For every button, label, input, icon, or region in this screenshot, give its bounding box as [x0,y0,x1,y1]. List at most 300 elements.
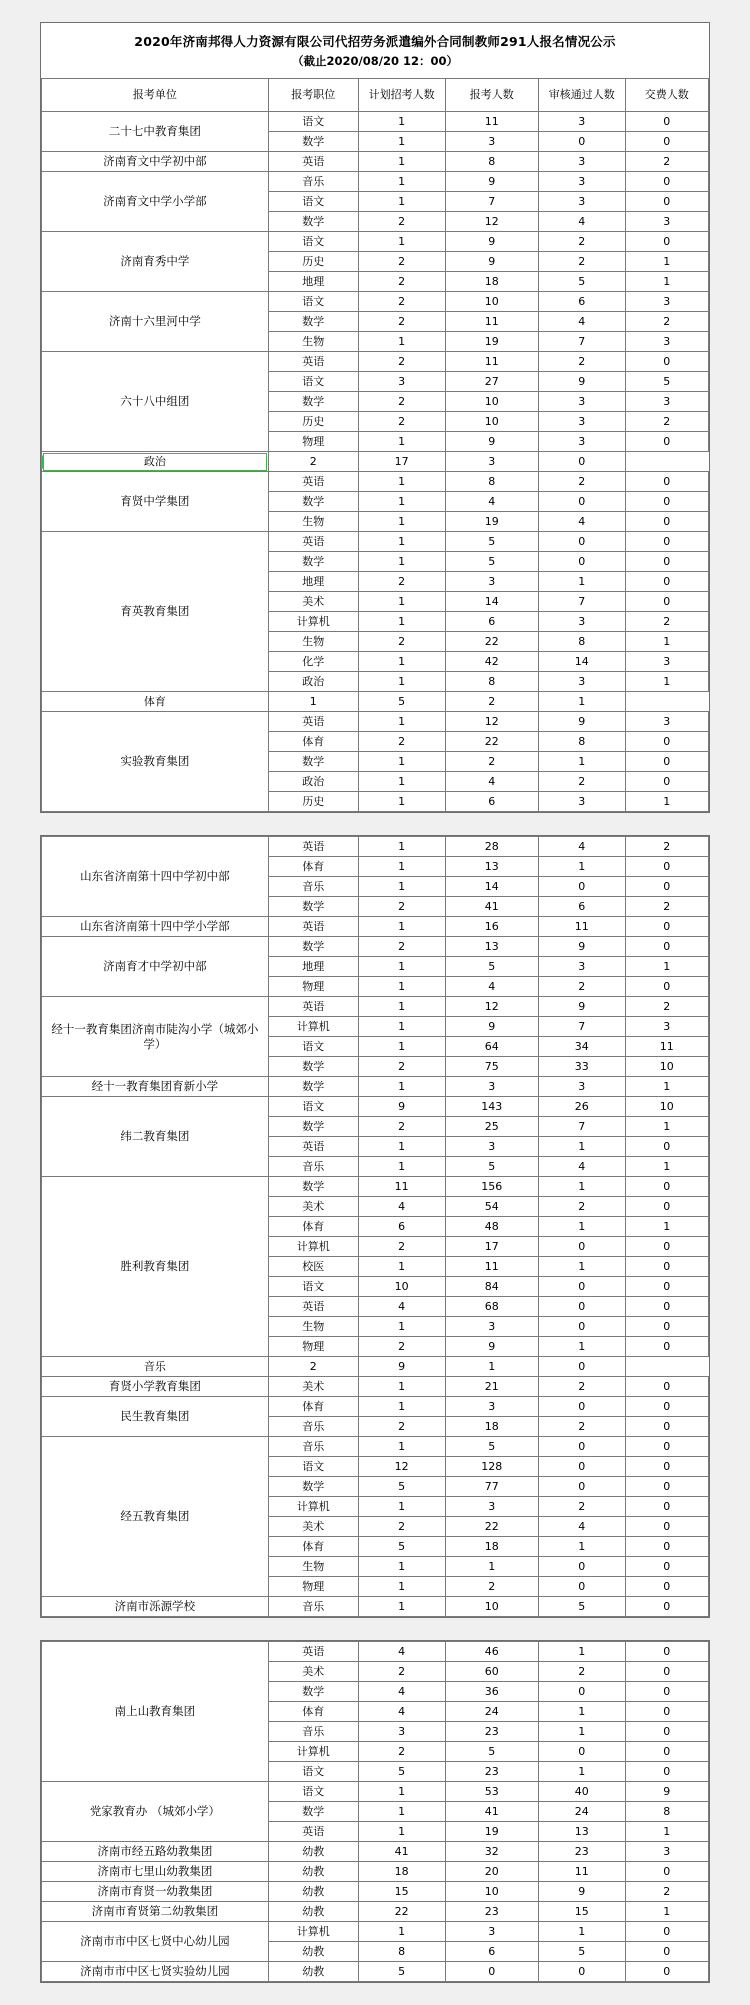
cell-post: 音乐 [268,1597,358,1617]
cell-fee: 2 [625,997,708,1017]
cell-plan: 2 [358,1057,445,1077]
registration-table-3 [41,1641,709,1982]
cell-apply: 22 [445,732,538,752]
cell-fee: 0 [625,1337,708,1357]
cell-plan: 1 [358,772,445,792]
cell-fee: 1 [625,792,708,812]
cell-plan: 1 [358,332,445,352]
cell-post: 语文 [268,1037,358,1057]
cell-apply: 5 [445,1437,538,1457]
cell-apply: 19 [445,1822,538,1842]
cell-post: 英语 [268,1297,358,1317]
cell-apply: 25 [445,1117,538,1137]
cell-pass: 3 [445,452,538,472]
cell-fee: 0 [625,572,708,592]
cell-plan: 1 [358,1822,445,1842]
cell-apply: 64 [445,1037,538,1057]
cell-post: 政治 [268,672,358,692]
cell-plan: 1 [358,1317,445,1337]
cell-unit: 经五教育集团 [42,1437,269,1597]
table-row [42,452,709,472]
cell-plan: 1 [358,712,445,732]
cell-post: 数学 [268,1802,358,1822]
cell-apply: 6 [445,792,538,812]
cell-apply: 10 [445,392,538,412]
cell-pass: 3 [538,192,625,212]
cell-fee: 0 [625,1862,708,1882]
cell-pass: 3 [538,412,625,432]
cell-apply: 10 [445,412,538,432]
cell-apply: 4 [445,772,538,792]
table-row [42,1782,709,1802]
cell-unit: 经十一教育集团济南市陡沟小学（城郊小学） [42,997,269,1077]
cell-post: 数学 [268,1117,358,1137]
cell-post: 美术 [268,592,358,612]
cell-unit: 济南十六里河中学 [42,292,269,352]
table-row [42,1922,709,1942]
cell-unit: 济南市市中区七贤中心幼儿园 [42,1922,269,1962]
cell-plan: 4 [358,1642,445,1662]
cell-plan: 1 [358,612,445,632]
cell-pass: 1 [538,1722,625,1742]
cell-apply: 46 [445,1642,538,1662]
cell-unit: 育贤中学集团 [42,472,269,532]
table-row [42,1842,709,1862]
cell-unit: 济南市育贤一幼教集团 [42,1882,269,1902]
table-row [42,1357,709,1377]
table-row [42,112,709,132]
cell-pass: 13 [538,1822,625,1842]
cell-pass: 0 [538,1297,625,1317]
cell-apply: 41 [445,1802,538,1822]
cell-pass: 2 [538,772,625,792]
cell-fee: 1 [625,1077,708,1097]
cell-plan: 1 [358,1497,445,1517]
cell-pass: 0 [538,1397,625,1417]
cell-post: 数学 [268,1057,358,1077]
cell-apply: 9 [445,1337,538,1357]
cell-post: 计算机 [268,1017,358,1037]
cell-apply: 84 [445,1277,538,1297]
cell-apply: 5 [445,1157,538,1177]
cell-plan: 2 [358,352,445,372]
cell-pass: 0 [538,1742,625,1762]
cell-pass: 6 [538,292,625,312]
registration-table-2 [41,836,709,1617]
cell-plan: 1 [358,977,445,997]
cell-plan: 2 [358,392,445,412]
cell-apply: 18 [445,1537,538,1557]
table-row [42,1642,709,1662]
cell-plan: 11 [358,1177,445,1197]
cell-post: 英语 [268,997,358,1017]
cell-apply: 1 [445,1557,538,1577]
cell-pass: 34 [538,1037,625,1057]
cell-unit: 经十一教育集团育新小学 [42,1077,269,1097]
cell-post: 语文 [268,192,358,212]
cell-pass: 2 [445,692,538,712]
cell-plan: 1 [358,1922,445,1942]
cell-plan: 10 [358,1277,445,1297]
cell-pass: 1 [538,752,625,772]
cell-plan: 18 [358,1862,445,1882]
cell-apply: 18 [445,272,538,292]
cell-post: 数学 [268,1477,358,1497]
cell-apply: 10 [445,292,538,312]
cell-plan: 1 [358,132,445,152]
cell-apply: 9 [445,432,538,452]
cell-pass: 0 [538,1277,625,1297]
cell-fee: 0 [625,112,708,132]
cell-post: 英语 [268,837,358,857]
cell-plan: 1 [358,592,445,612]
cell-plan: 1 [358,1557,445,1577]
cell-post: 数学 [268,937,358,957]
cell-post: 计算机 [268,1497,358,1517]
cell-post: 幼教 [268,1882,358,1902]
cell-apply: 11 [445,112,538,132]
cell-pass: 9 [538,1882,625,1902]
cell-fee: 0 [625,1317,708,1337]
cell-fee: 2 [625,312,708,332]
cell-pass: 2 [538,472,625,492]
cell-post: 生物 [268,1557,358,1577]
cell-post: 数学 [268,212,358,232]
table-body-1 [42,112,709,812]
cell-fee: 0 [625,432,708,452]
cell-fee: 0 [625,1497,708,1517]
cell-post: 体育 [268,1397,358,1417]
cell-fee: 2 [625,412,708,432]
table-row [42,352,709,372]
table-row [42,712,709,732]
cell-fee: 2 [625,897,708,917]
cell-plan: 2 [358,1237,445,1257]
cell-pass: 3 [538,172,625,192]
cell-plan: 1 [358,1397,445,1417]
cell-post: 幼教 [268,1902,358,1922]
cell-plan: 1 [358,652,445,672]
cell-post: 体育 [268,1537,358,1557]
cell-pass: 3 [538,152,625,172]
cell-apply: 53 [445,1782,538,1802]
cell-plan: 2 [358,1117,445,1137]
cell-pass: 0 [538,1317,625,1337]
cell-fee: 1 [625,1117,708,1137]
cell-apply: 11 [445,312,538,332]
cell-apply: 3 [445,1397,538,1417]
cell-post: 音乐 [268,1157,358,1177]
cell-pass: 2 [538,252,625,272]
table-row [42,1377,709,1397]
cell-fee: 1 [625,632,708,652]
cell-apply: 3 [445,1497,538,1517]
cell-plan: 5 [358,1762,445,1782]
cell-post: 英语 [268,532,358,552]
cell-fee: 0 [625,1742,708,1762]
cell-pass: 1 [538,1337,625,1357]
cell-plan: 1 [358,1257,445,1277]
cell-apply: 13 [445,857,538,877]
cell-post: 美术 [268,1197,358,1217]
cell-unit: 胜利教育集团 [42,1177,269,1357]
cell-pass: 0 [538,1437,625,1457]
cell-plan: 1 [358,957,445,977]
table-row [42,152,709,172]
cell-fee: 2 [625,1882,708,1902]
cell-post: 体育 [268,1217,358,1237]
cell-post: 生物 [268,1317,358,1337]
cell-plan: 1 [358,997,445,1017]
cell-fee: 0 [625,592,708,612]
cell-post: 体育 [268,857,358,877]
cell-plan: 2 [358,632,445,652]
cell-pass: 4 [538,212,625,232]
cell-fee: 0 [625,552,708,572]
cell-pass: 1 [538,1217,625,1237]
cell-unit: 济南市经五路幼教集团 [42,1842,269,1862]
cell-apply: 11 [445,1257,538,1277]
cell-pass: 0 [538,1682,625,1702]
cell-post: 音乐 [268,172,358,192]
cell-fee: 0 [625,937,708,957]
cell-apply: 4 [445,492,538,512]
cell-apply: 77 [445,1477,538,1497]
cell-post: 英语 [268,1642,358,1662]
cell-apply: 23 [445,1762,538,1782]
cell-apply: 24 [445,1702,538,1722]
cell-plan: 2 [358,252,445,272]
cell-post: 数学 [268,552,358,572]
cell-pass: 0 [538,1477,625,1497]
cell-plan: 2 [358,312,445,332]
cell-plan: 1 [358,532,445,552]
cell-post: 语文 [268,112,358,132]
cell-post: 化学 [268,652,358,672]
cell-apply: 54 [445,1197,538,1217]
cell-post: 语文 [268,232,358,252]
cell-fee: 0 [625,532,708,552]
cell-fee: 11 [625,1037,708,1057]
cell-plan: 1 [358,112,445,132]
cell-pass: 1 [538,1537,625,1557]
cell-apply: 68 [445,1297,538,1317]
cell-post: 数学 [268,312,358,332]
cell-post: 语文 [268,1097,358,1117]
title-line-1: 2020年济南邦得人力资源有限公司代招劳务派遣编外合同制教师291人报名情况公示 [134,34,616,49]
cell-plan: 1 [358,917,445,937]
cell-plan: 2 [358,1337,445,1357]
cell-plan: 41 [358,1842,445,1862]
cell-plan: 1 [358,837,445,857]
cell-fee: 0 [538,452,625,472]
cell-fee: 0 [625,1557,708,1577]
cell-fee: 3 [625,392,708,412]
cell-apply: 6 [445,612,538,632]
cell-fee: 0 [625,977,708,997]
cell-apply: 17 [358,452,445,472]
cell-pass: 1 [538,1177,625,1197]
cell-post: 历史 [268,412,358,432]
cell-pass: 7 [538,332,625,352]
cell-pass: 40 [538,1782,625,1802]
cell-post: 体育 [268,732,358,752]
cell-post: 生物 [268,512,358,532]
cell-plan: 4 [358,1682,445,1702]
cell-fee: 2 [625,612,708,632]
cell-fee: 0 [625,1722,708,1742]
cell-pass: 3 [538,672,625,692]
cell-apply: 11 [445,352,538,372]
cell-plan: 1 [358,192,445,212]
cell-plan: 9 [358,1097,445,1117]
cell-unit: 济南市泺源学校 [42,1597,269,1617]
cell-plan: 5 [358,1477,445,1497]
cell-fee: 0 [625,1277,708,1297]
table-row [42,292,709,312]
table-row [42,692,709,712]
cell-apply: 3 [445,132,538,152]
cell-pass: 2 [538,977,625,997]
cell-pass: 0 [538,877,625,897]
cell-pass: 2 [538,352,625,372]
cell-unit: 山东省济南第十四中学小学部 [42,917,269,937]
table-row [42,532,709,552]
col-pass: 审核通过人数 [538,79,625,112]
cell-post: 语文 [268,292,358,312]
cell-pass: 4 [538,1517,625,1537]
cell-apply: 3 [445,1317,538,1337]
cell-fee: 3 [625,1842,708,1862]
cell-apply: 19 [445,332,538,352]
cell-fee: 0 [625,1922,708,1942]
cell-pass: 9 [538,937,625,957]
cell-unit: 山东省济南第十四中学初中部 [42,837,269,917]
cell-apply: 20 [445,1862,538,1882]
cell-fee: 3 [625,212,708,232]
cell-post: 英语 [268,712,358,732]
cell-fee: 2 [625,837,708,857]
cell-pass: 7 [538,1017,625,1037]
cell-apply: 3 [445,1077,538,1097]
cell-unit: 二十七中教育集团 [42,112,269,152]
cell-fee: 0 [625,472,708,492]
cell-plan: 12 [358,1457,445,1477]
cell-plan: 1 [268,692,358,712]
cell-pass: 0 [538,1237,625,1257]
cell-apply: 5 [445,552,538,572]
cell-post: 数学 [268,752,358,772]
cell-fee: 0 [625,352,708,372]
cell-post: 英语 [268,472,358,492]
cell-pass: 0 [538,1457,625,1477]
table-row [42,1902,709,1922]
cell-post: 物理 [268,977,358,997]
cell-fee: 0 [625,1137,708,1157]
cell-fee: 0 [625,877,708,897]
cell-plan: 2 [268,1357,358,1377]
cell-plan: 1 [358,232,445,252]
cell-pass: 1 [538,572,625,592]
cell-unit: 济南市市中区七贤实验幼儿园 [42,1962,269,1982]
table-block-2 [40,835,710,1618]
cell-fee: 8 [625,1802,708,1822]
cell-plan: 1 [358,1077,445,1097]
cell-pass: 11 [538,917,625,937]
cell-plan: 1 [358,1137,445,1157]
cell-fee: 0 [625,1642,708,1662]
table-block-3 [40,1640,710,1983]
cell-fee: 2 [625,152,708,172]
cell-plan: 3 [358,1722,445,1742]
cell-pass: 2 [538,232,625,252]
cell-fee: 0 [625,1942,708,1962]
cell-pass: 1 [538,1702,625,1722]
cell-apply: 7 [445,192,538,212]
cell-pass: 24 [538,1802,625,1822]
cell-fee: 1 [625,1822,708,1842]
cell-pass: 1 [538,1642,625,1662]
document-title [41,23,709,78]
table-row [42,1597,709,1617]
cell-apply: 5 [445,1742,538,1762]
cell-post: 历史 [268,252,358,272]
table-row [42,997,709,1017]
cell-fee: 10 [625,1097,708,1117]
cell-plan: 2 [358,412,445,432]
cell-plan: 2 [358,1742,445,1762]
cell-apply: 8 [445,472,538,492]
table-row [42,1882,709,1902]
col-fee: 交费人数 [625,79,708,112]
cell-apply: 14 [445,877,538,897]
cell-fee: 9 [625,1782,708,1802]
cell-fee: 5 [625,372,708,392]
cell-plan: 1 [358,432,445,452]
cell-plan: 1 [358,552,445,572]
table-row [42,1177,709,1197]
cell-pass: 15 [538,1902,625,1922]
cell-apply: 21 [445,1377,538,1397]
cell-apply: 27 [445,372,538,392]
cell-pass: 4 [538,312,625,332]
cell-pass: 33 [538,1057,625,1077]
table-header [42,79,709,112]
cell-fee: 0 [625,1257,708,1277]
cell-pass: 23 [538,1842,625,1862]
cell-fee: 3 [625,652,708,672]
cell-plan: 15 [358,1882,445,1902]
cell-post: 政治 [268,772,358,792]
cell-apply: 0 [445,1962,538,1982]
cell-pass: 26 [538,1097,625,1117]
cell-apply: 8 [445,152,538,172]
cell-pass: 1 [445,1357,538,1377]
cell-apply: 5 [445,957,538,977]
cell-fee: 0 [625,1517,708,1537]
cell-post: 计算机 [268,1922,358,1942]
cell-fee: 0 [625,772,708,792]
cell-fee: 1 [625,672,708,692]
table-body-3 [42,1642,709,1982]
cell-post: 音乐 [268,877,358,897]
cell-unit: 民生教育集团 [42,1397,269,1437]
cell-unit: 纬二教育集团 [42,1097,269,1177]
table-body-2 [42,837,709,1617]
cell-plan: 8 [358,1942,445,1962]
cell-post: 体育 [42,692,269,712]
cell-post: 数学 [268,1177,358,1197]
